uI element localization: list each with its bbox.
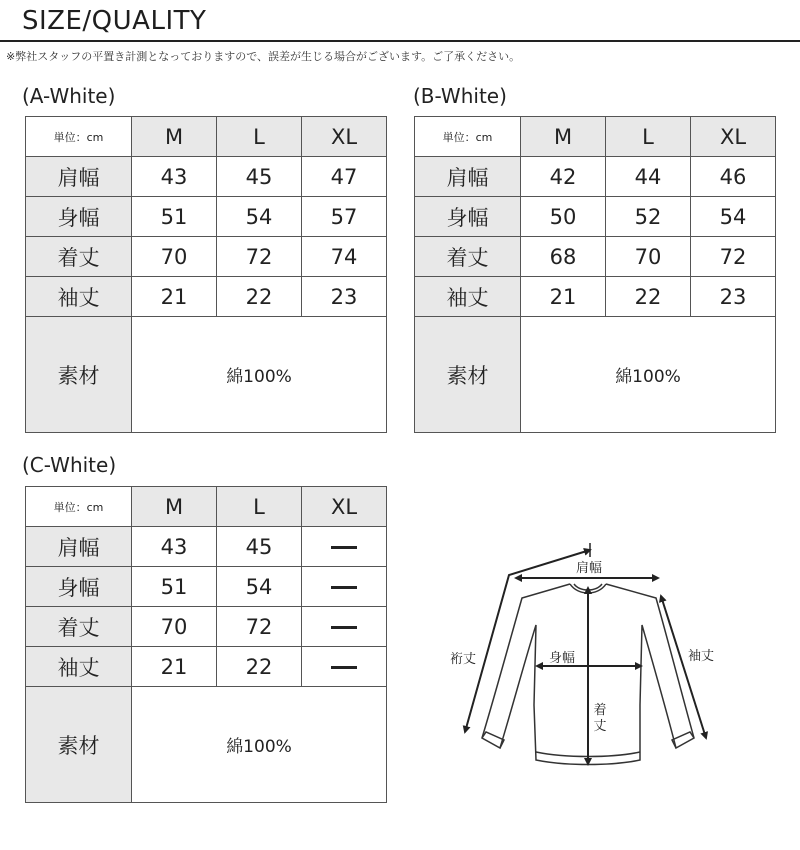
size-header-xl: XL [691, 117, 776, 157]
table-row [415, 197, 776, 237]
value-cell: 22 [217, 277, 302, 317]
value-cell: 45 [217, 157, 302, 197]
value-cell: 72 [217, 237, 302, 277]
table-row [415, 237, 776, 277]
diagram-label-shoulder: 肩幅 [575, 561, 603, 576]
value-cell: 44 [606, 157, 691, 197]
size-header-m: M [132, 117, 217, 157]
na-dash [331, 626, 357, 629]
table-c-label: (C-White) [22, 453, 117, 477]
row-label-length: 着丈 [26, 237, 132, 277]
row-label-shoulder: 肩幅 [26, 157, 132, 197]
row-label-material: 素材 [26, 687, 132, 803]
table-b-label: (B-White) [413, 84, 507, 108]
row-label-material: 素材 [26, 317, 132, 433]
na-dash [331, 666, 357, 669]
table-a-label: (A-White) [22, 84, 116, 108]
value-cell: 54 [691, 197, 776, 237]
table-row [26, 277, 387, 317]
row-label-shoulder: 肩幅 [26, 527, 132, 567]
row-label-shoulder: 肩幅 [415, 157, 521, 197]
table-header-row [26, 117, 387, 157]
table-row [26, 647, 387, 687]
size-header-l: L [217, 487, 302, 527]
garment-measurement-diagram [440, 535, 730, 775]
material-value: 綿100% [521, 317, 776, 433]
value-cell: 54 [217, 567, 302, 607]
size-header-l: L [606, 117, 691, 157]
diagram-label-length-1: 着 [593, 703, 607, 718]
value-cell: 22 [217, 647, 302, 687]
size-table-a [25, 116, 387, 433]
value-cell: 22 [606, 277, 691, 317]
na-dash-cell [302, 527, 387, 567]
table-row [415, 277, 776, 317]
value-cell: 50 [521, 197, 606, 237]
size-header-l: L [217, 117, 302, 157]
table-row [26, 527, 387, 567]
size-header-xl: XL [302, 117, 387, 157]
value-cell: 23 [302, 277, 387, 317]
material-row [26, 687, 387, 803]
value-cell: 45 [217, 527, 302, 567]
size-table-b [414, 116, 776, 433]
table-row [26, 237, 387, 277]
diagram-label-sleeve: 袖丈 [687, 649, 715, 664]
value-cell: 21 [521, 277, 606, 317]
value-cell: 21 [132, 647, 217, 687]
unit-cell: 単位：cm [415, 117, 521, 157]
row-label-sleeve: 袖丈 [26, 277, 132, 317]
row-label-body-width: 身幅 [26, 197, 132, 237]
value-cell: 68 [521, 237, 606, 277]
material-row [26, 317, 387, 433]
value-cell: 43 [132, 157, 217, 197]
value-cell: 52 [606, 197, 691, 237]
na-dash [331, 546, 357, 549]
size-header-m: M [132, 487, 217, 527]
value-cell: 51 [132, 567, 217, 607]
material-value: 綿100% [132, 687, 387, 803]
table-header-row [415, 117, 776, 157]
diagram-label-yuki: 裄丈 [449, 652, 477, 667]
value-cell: 54 [217, 197, 302, 237]
table-row [26, 607, 387, 647]
unit-cell: 単位：cm [26, 487, 132, 527]
table-row [415, 157, 776, 197]
value-cell: 47 [302, 157, 387, 197]
material-value: 綿100% [132, 317, 387, 433]
value-cell: 70 [132, 237, 217, 277]
value-cell: 51 [132, 197, 217, 237]
row-label-material: 素材 [415, 317, 521, 433]
value-cell: 74 [302, 237, 387, 277]
value-cell: 70 [132, 607, 217, 647]
table-header-row [26, 487, 387, 527]
diagram-label-length-2: 丈 [593, 719, 607, 734]
table-row [26, 157, 387, 197]
page-title: SIZE/QUALITY [22, 6, 207, 36]
row-label-body-width: 身幅 [26, 567, 132, 607]
na-dash-cell [302, 567, 387, 607]
measurement-note: ※弊社スタッフの平置き計測となっておりますので、誤差が生じる場合がございます。ご了承ください。 [6, 50, 521, 63]
unit-cell: 単位：cm [26, 117, 132, 157]
diagram-label-body-width: 身幅 [548, 651, 576, 666]
na-dash-cell [302, 647, 387, 687]
value-cell: 57 [302, 197, 387, 237]
value-cell: 46 [691, 157, 776, 197]
size-header-xl: XL [302, 487, 387, 527]
material-row [415, 317, 776, 433]
row-label-sleeve: 袖丈 [26, 647, 132, 687]
row-label-sleeve: 袖丈 [415, 277, 521, 317]
na-dash [331, 586, 357, 589]
value-cell: 21 [132, 277, 217, 317]
size-table-c [25, 486, 387, 803]
value-cell: 43 [132, 527, 217, 567]
row-label-body-width: 身幅 [415, 197, 521, 237]
row-label-length: 着丈 [26, 607, 132, 647]
title-divider [0, 40, 800, 42]
value-cell: 72 [691, 237, 776, 277]
row-label-length: 着丈 [415, 237, 521, 277]
na-dash-cell [302, 607, 387, 647]
value-cell: 23 [691, 277, 776, 317]
table-row [26, 197, 387, 237]
value-cell: 72 [217, 607, 302, 647]
value-cell: 70 [606, 237, 691, 277]
size-header-m: M [521, 117, 606, 157]
table-row [26, 567, 387, 607]
value-cell: 42 [521, 157, 606, 197]
